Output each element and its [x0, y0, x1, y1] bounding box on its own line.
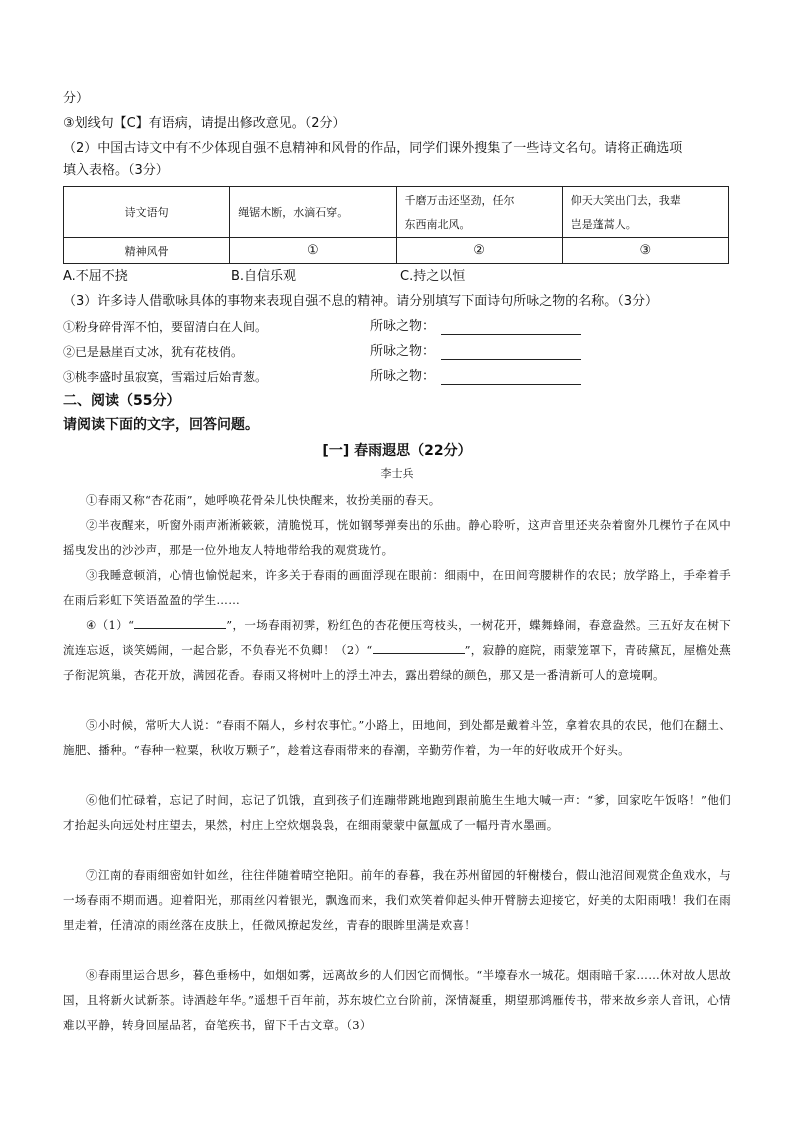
- table-quote-3-line2: 岂是蓬蒿人。: [570, 218, 637, 231]
- answer-line-2[interactable]: [441, 345, 581, 360]
- table-blank-2[interactable]: ②: [396, 238, 562, 264]
- paragraph-4-part-b: ”，一场春雨初霁，粉红色的杏花便压弯枝头，一树花开，蝶舞蜂闹，春意盎然。三五好友在树下流连忘返，谈笑嫣闹，一起合影，不负春光不负卿！（2）“: [63, 618, 731, 657]
- paragraph-5: ⑤小时候，常听大人说：“春雨不隔人，乡村农事忙。”小路上，田地间，到处都是戴着斗笠，拿着农具的农民，他们在翻土、施肥、播种。“春种一粒粟，秋收万颗子”，趁着这春雨带来的春潮，辛勤劳作着，为一年的好收成开个好头。: [63, 718, 731, 757]
- fill-blank-1[interactable]: [134, 616, 226, 629]
- previous-line-fragment: 分）: [63, 91, 90, 106]
- question-2-prompt-line2: 填入表格。（3分）: [63, 163, 169, 178]
- table-quote-3: [562, 187, 728, 238]
- table-quote-2-line1: 千磨万击还坚劲，任尔: [404, 194, 515, 207]
- table-quote-3-line1: 仰天大笑出门去，我辈: [570, 194, 681, 207]
- article-author: 李士兵: [380, 467, 414, 480]
- option-c: C.持之以恒: [400, 269, 466, 284]
- poem-3: ③桃李盛时虽寂寞，雪霜过后始青葱。: [63, 370, 268, 384]
- table-header-quotes: 诗文语句: [64, 187, 230, 238]
- table-quote-2: [396, 187, 562, 238]
- paragraph-8: ⑧春雨里运合思乡，暮色垂杨中，如烟如雾，远离故乡的人们因它而惆怅。“半壕春水一城花。烟雨暗千家……休对故人思故国，且将新火试新茶。诗酒趁年华。”遥想千百年前，苏东坡伫立台阶前，深情凝重，期望那鸿雁传书，带来故乡亲人音讯，心情难以平静，转身回屋品茗，奋笔疾书，留下千古文章。（3）: [63, 968, 731, 1032]
- question-3-sentence-revision: ③划线句【C】有语病，请提出修改意见。（2分）: [63, 116, 346, 131]
- table-blank-3[interactable]: ③: [562, 238, 728, 264]
- option-a: A.不屈不挠: [63, 269, 128, 284]
- answer-label-3: 所咏之物：: [370, 369, 436, 384]
- question-2-prompt-line1: （2）中国古诗文中有不少体现自强不息精神和风骨的作品，同学们课外搜集了一些诗文名句。请将正确选项: [63, 141, 683, 156]
- paragraph-2: ②半夜醒来，听窗外雨声淅淅簌簌，清脆悦耳，恍如钢琴弹奏出的乐曲。静心聆听，这声音里还夹杂着窗外几棵竹子在风中摇曳发出的沙沙声，那是一位外地友人特地带给我的观赏珑竹。: [63, 518, 731, 557]
- poem-1: ①粉身碎骨浑不怕，要留清白在人间。: [63, 320, 268, 334]
- table-quote-1: 绳锯木断，水滴石穿。: [230, 187, 396, 238]
- poem-2: ②已是悬崖百丈冰，犹有花枝俏。: [63, 345, 244, 359]
- paragraph-7: ⑦江南的春雨细密如针如丝，往往伴随着晴空艳阳。前年的春暮，我在苏州留园的轩榭楼台，假山池沼间观赏企鱼戏水，与一场春雨不期而遇。迎着阳光，那雨丝闪着银光，飘逸而来，我们欢笑着仰起头伸开臂膀去迎接它，好美的太阳雨哦！我们在雨里走着，任清凉的雨丝落在皮肤上，任微风撩起发丝，青春的眼眸里满是欢喜！: [63, 868, 731, 932]
- question-3-prompt: （3）许多诗人借歌咏具体的事物来表现自强不息的精神。请分别填写下面诗句所咏之物的名称。（3分）: [63, 294, 659, 309]
- paragraph-4-part-a: ④（1）“: [86, 618, 135, 632]
- table-header-spirit: 精神风骨: [64, 238, 230, 264]
- answer-line-3[interactable]: [441, 370, 581, 385]
- option-b: B.自信乐观: [231, 269, 297, 284]
- paragraph-3: ③我睡意顿消，心情也愉悦起来，许多关于春雨的画面浮现在眼前：细雨中，在田间弯腰耕作的农民；放学路上，手牵着手在雨后彩虹下笑语盈盈的学生……: [63, 568, 731, 607]
- poetry-spirit-table: [63, 186, 729, 264]
- paragraph-6: ⑥他们忙碌着，忘记了时间，忘记了饥饿，直到孩子们连蹦带跳地跑到跟前脆生生地大喊一声：“爹，回家吃午饭咯！”他们才抬起头向远处村庄望去，果然，村庄上空炊烟袅袅，在细雨蒙蒙中氤氲成了一幅丹青水墨画。: [63, 793, 731, 832]
- table-blank-1[interactable]: ①: [230, 238, 396, 264]
- paragraph-1: ①春雨又称“杏花雨”，她呼唤花骨朵儿快快醒来，妆扮美丽的春天。: [86, 493, 441, 507]
- paragraph-4: [63, 613, 731, 688]
- paragraph-4-part-c: ”，寂静的庭院，雨蒙笼罩下，青砖黛瓦，屋檐处燕子衔泥筑巢，杏花开放，满园花香。春雨又将树叶上的浮土冲去，露出碧绿的颜色，那又是一番清新可人的意境啊。: [63, 643, 731, 682]
- section-title: 二、阅读（55分）: [63, 393, 181, 409]
- answer-line-1[interactable]: [441, 320, 581, 335]
- answer-label-1: 所咏之物：: [370, 319, 436, 334]
- answer-label-2: 所咏之物：: [370, 344, 436, 359]
- fill-blank-2[interactable]: [373, 641, 465, 654]
- reading-instruction: 请阅读下面的文字，回答问题。: [63, 417, 259, 433]
- table-quote-2-line2: 东西南北风。: [404, 218, 471, 231]
- article-title: [一] 春雨遐思（22分）: [322, 443, 472, 459]
